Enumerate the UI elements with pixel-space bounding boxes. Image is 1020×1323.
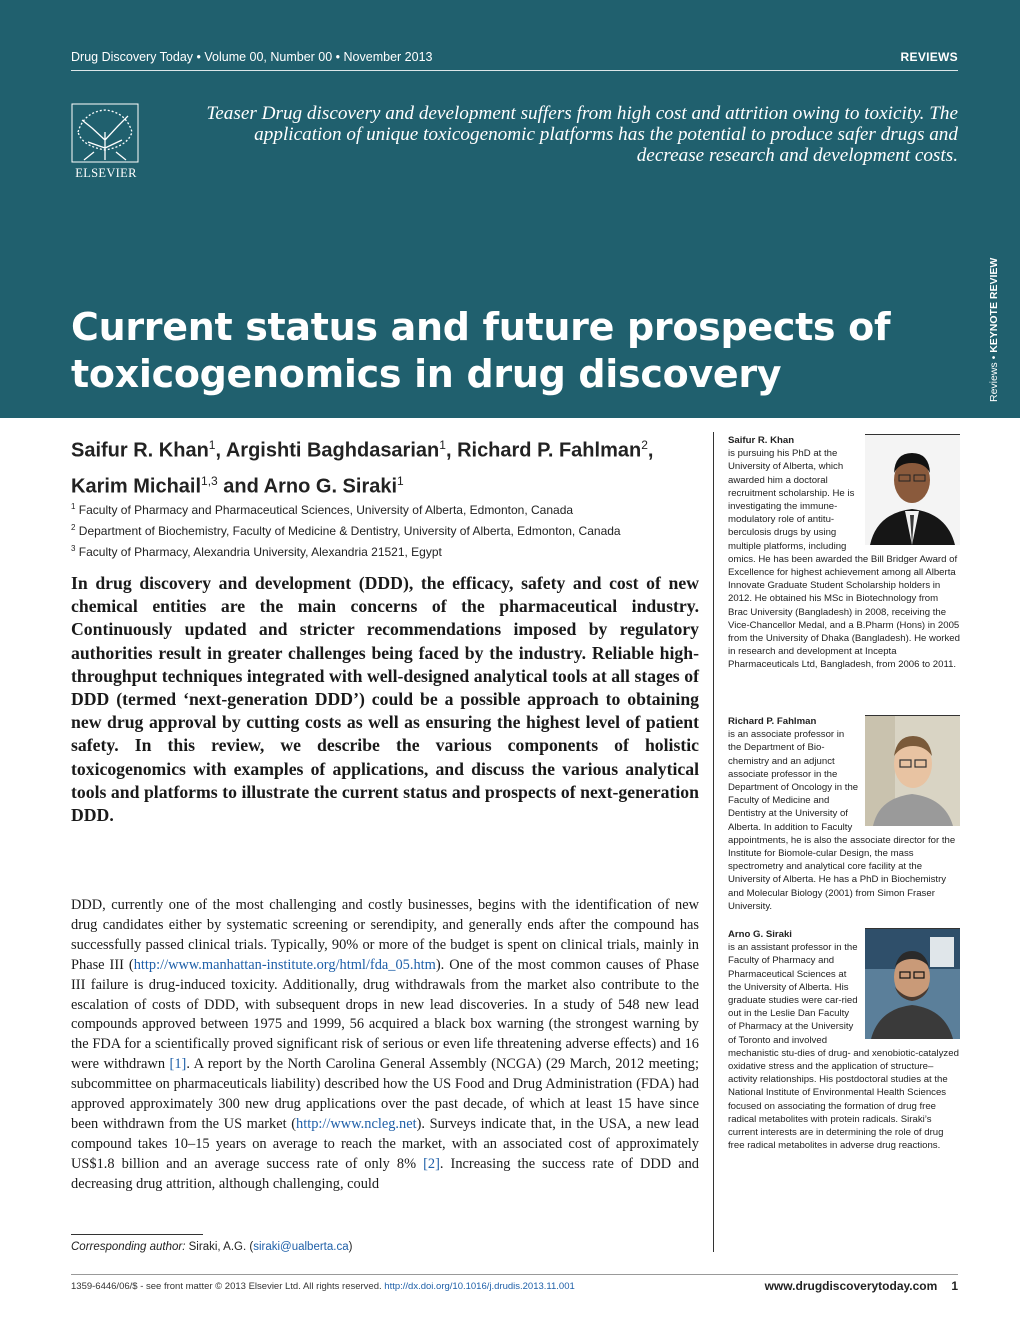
- author-photo: [865, 434, 960, 545]
- author-photo: [865, 928, 960, 1039]
- author-affil-sup: 1,3: [201, 473, 218, 488]
- body-text: ). One of the most common causes of Phase III failure is drug-induced toxicity. Additionally, drug withdrawals from the market also contribute to the escalation of costs of DDD, with subsequent drops in new lead discoveries. In a study of 548 new lead compounds approved between 1975 and 1999, 56 acquired a black box warning (the strongest warning by the FDA for a scientifically proved significant risk of serious or even life threatening adverse effects) and 16 were withdrawn: [71, 956, 699, 1073]
- author-separator: ,: [215, 439, 226, 462]
- author-name: Richard P. Fahlman: [457, 439, 642, 462]
- author-separator: and: [217, 475, 264, 498]
- affiliation-number: 3: [71, 544, 76, 553]
- author-affil-sup: 1: [208, 438, 216, 452]
- author-affil-sup: 1: [397, 473, 404, 488]
- footnote-divider: [71, 1234, 203, 1235]
- affiliation-text: Faculty of Pharmacy, Alexandria University, Alexandria 21521, Egypt: [78, 545, 442, 559]
- bio-text: is pursuing his PhD at the University of Alberta, which awarded him a doctoral recruitment scholarship. He is investigating the immune-modulatory role of antitu-berculosis drugs by using multiple platforms, including omics. He has been awarded the Bill Bridger Award of Excellence for highest achievement among all Alberta Innovate Graduate Student Scholarship holders in 2012. He obtained his MSc in Biotechnology from Brac University (Bangladesh) in 2008, receiving the Vice-Chancellor Medal, and a B.Pharm (Hons) in 2005 from the University of Dhaka (Bangladesh). He worked in research and development at Incepta Pharmaceuticals Ltd, Bangladesh, from 2006 to 2011.: [728, 448, 960, 671]
- bio-author-name: Saifur R. Khan: [728, 435, 795, 446]
- author-bio: [728, 434, 960, 672]
- affiliation-number: 2: [71, 523, 76, 532]
- column-divider: [713, 432, 714, 1252]
- copyright-line: [71, 1281, 575, 1292]
- doi-link[interactable]: http://dx.doi.org/10.1016/j.drudis.2013.11.001: [384, 1281, 575, 1292]
- author-portrait-icon: [865, 435, 960, 545]
- author-portrait-icon: [865, 929, 960, 1039]
- body-text: DDD, currently one of the most challenging and costly businesses, begins with the identification of new drug candidates either by systematic screening or serendipity, and generally ends after the compound has successfully passed clinical trials. Typically, 90% or more of the budget is spent on clinical trials, mainly in Phase III (: [71, 897, 699, 973]
- affiliation-item: [71, 540, 711, 561]
- header-band: [0, 0, 1020, 418]
- corresp-email-link[interactable]: siraki@ualberta.ca: [253, 1241, 349, 1253]
- corresp-label: Corresponding author:: [71, 1241, 186, 1253]
- author-list: [71, 430, 711, 501]
- author-name: Argishti Baghdasarian: [225, 439, 440, 462]
- ncleg-link[interactable]: http://www.ncleg.net: [296, 1115, 417, 1132]
- affiliation-number: 1: [71, 502, 76, 511]
- author-separator: ,: [647, 439, 654, 462]
- body-paragraph: [71, 896, 699, 1195]
- journal-website: www.drugdiscoverytoday.com: [764, 1279, 938, 1293]
- publisher-name: ELSEVIER: [75, 166, 137, 180]
- author-name: Saifur R. Khan: [71, 439, 209, 462]
- affiliation-list: [71, 498, 711, 561]
- bio-author-name: Arno G. Siraki: [728, 929, 792, 940]
- side-tab-prefix: Reviews •: [988, 352, 1000, 402]
- corresp-end: ): [348, 1241, 353, 1253]
- article-title: Current status and future prospects of toxicogenomics in drug discovery: [71, 305, 891, 396]
- body-text: . Increasing the success rate of DDD and decreasing drug attrition, although challenging, could: [71, 1155, 699, 1192]
- author-name: Arno G. Siraki: [263, 475, 398, 498]
- affiliation-text: Faculty of Pharmacy and Pharmaceutical Sciences, University of Alberta, Edmonton, Canada: [78, 503, 574, 517]
- corresponding-author: [71, 1241, 352, 1253]
- author-affil-sup: 2: [641, 438, 648, 452]
- section-label: REVIEWS: [900, 50, 958, 64]
- bio-text: is an associate professor in the Department of Bio-chemistry and an adjunct associate professor in the Department of Oncology in the Faculty of Medicine and Dentistry at the University of Alberta. In addition to Faculty appointments, he is also the associate director for the Institute for Biomole-cular Design, the mass spectrometry and analytical core facility at the University of Alberta. He has a PhD in Biochemistry and Molecular Biology (2001) from Simon Fraser University.: [728, 729, 956, 912]
- author-affil-sup: 1: [439, 438, 446, 452]
- issn-text: 1359-6446/06/$ - see front matter © 2013 Elsevier Ltd. All rights reserved.: [71, 1281, 385, 1292]
- author-portrait-icon: [865, 716, 960, 826]
- author-bio: [728, 928, 960, 1152]
- body-text: . A report by the North Carolina General Assembly (NCGA) (29 March, 2012 meeting; subcommittee on pharmaceuticals liability) described how the US Food and Drug Administration (FDA) had approved approximately 300 new drug applications over the past decade, of which at least 15 have since been withdrawn from the US market (: [71, 1056, 699, 1132]
- body-text: ). Surveys indicate that, in the USA, a new lead compound takes 10–15 years on average to reach the market, with an associated cost of approximately US$1.8 billion and an average success rate of only 8%: [71, 1115, 699, 1172]
- affiliation-item: [71, 519, 711, 540]
- author-photo: [865, 715, 960, 826]
- page-number: 1: [951, 1279, 958, 1293]
- affiliation-item: [71, 498, 711, 519]
- bio-text: is an assistant professor in the Faculty of Pharmacy and Pharmaceutical Sciences at the University of Alberta. His graduate studies were car-ried out in the Leslie Dan Faculty of Pharmacy at the University of Toronto and involved mechanistic stu-dies of drug- and xenobiotic-catalyzed oxidative stress and the application of structure–activity relationships. His postdoctoral studies at the National Institute of Environmental Health Sciences focused on associating the formation of drug free radical metabolites with protein radicals. Siraki’s current interests are in determining the role of drug free radical metabolites in adverse drug reactions.: [728, 942, 959, 1152]
- reference-link-1[interactable]: [1]: [169, 1056, 187, 1073]
- footer-right: [765, 1279, 958, 1293]
- author-name: Karim Michail: [71, 475, 202, 498]
- manhattan-institute-link[interactable]: http://www.manhattan-institute.org/html/fda_05.htm: [133, 956, 436, 973]
- side-tab-label: KEYNOTE REVIEW: [988, 257, 1000, 353]
- bio-author-name: Richard P. Fahlman: [728, 716, 817, 727]
- reference-link-2[interactable]: [2]: [423, 1155, 440, 1172]
- journal-citation-line: Drug Discovery Today • Volume 00, Number 00 • November 2013: [71, 50, 433, 64]
- side-tab: [985, 242, 1005, 402]
- affiliation-text: Department of Biochemistry, Faculty of Medicine & Dentistry, University of Alberta, Edmonton, Canada: [78, 524, 621, 538]
- author-separator: ,: [445, 439, 458, 462]
- abstract: In drug discovery and development (DDD), the efficacy, safety and cost of new chemical entities are the main concerns of the pharmaceutical industry. Continuously updated and stricter recommendations imposed by regulatory authorities result in greater challenges being faced by the industry. Reliable high-throughput techniques integrated with well-designed analytical tools at all stages of DDD (termed ‘next-generation DDD’) could be a possible approach to obtaining new drug approval by cutting costs as well as ensuring the highest level of patient safety. In this review, we describe the various components of holistic toxicogenomics with examples of applications, and discuss the various analytical tools and platforms to illustrate the current status and prospects of next-generation DDD.: [71, 573, 699, 826]
- corresp-name: Siraki, A.G. (: [185, 1241, 254, 1253]
- footer-divider: [71, 1274, 958, 1275]
- teaser-text: Teaser Drug discovery and development suffers from high cost and attrition owing to toxicity. The application of unique toxicogenomic platforms has the potential to produce safer drugs and decrease research and development costs.: [206, 103, 958, 166]
- author-bio: [728, 715, 960, 913]
- header-divider: [71, 70, 958, 71]
